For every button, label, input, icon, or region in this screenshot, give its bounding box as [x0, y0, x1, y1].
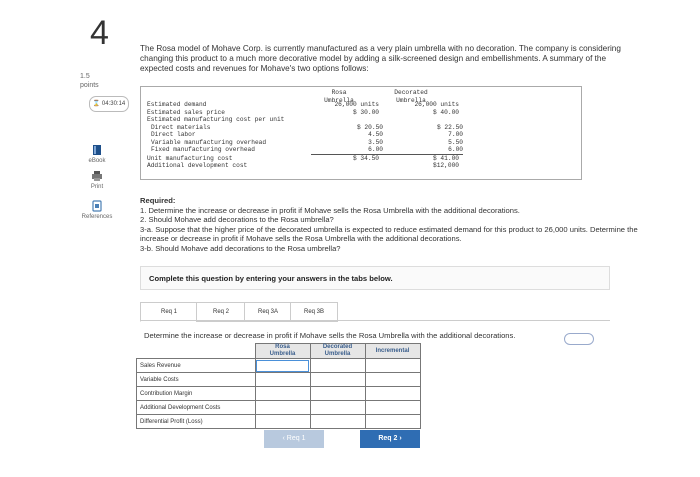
answer-input[interactable]: [365, 387, 420, 401]
instructions-banner: Complete this question by entering your answers in the tabs below.: [140, 266, 610, 290]
answer-input[interactable]: [255, 373, 310, 387]
required-item: 1. Determine the increase or decrease in profit if Mohave sells the Rosa Umbrella with the additional decorations.: [140, 205, 520, 215]
answer-input[interactable]: [310, 373, 365, 387]
points-label: points: [80, 82, 99, 89]
data-table-box: [140, 86, 582, 180]
row-label: Differential Profit (Loss): [137, 415, 256, 429]
data-table-rows: [147, 101, 567, 170]
sidebar-item-label: References: [81, 214, 113, 220]
table-row: [137, 415, 421, 429]
next-req-button[interactable]: Req 2 ›: [360, 430, 420, 448]
answer-col-header-incremental: Incremental: [365, 344, 420, 359]
answer-input[interactable]: [310, 387, 365, 401]
data-col-header-decorated: Decorated Umbrella: [394, 89, 428, 104]
row-label: Additional Development Costs: [137, 401, 256, 415]
tab-req-2[interactable]: Req 2: [196, 302, 246, 322]
data-row: Estimated sales price $ 30.00 $ 40.00: [147, 108, 459, 116]
tab-req-3b[interactable]: Req 3B: [290, 302, 338, 322]
timer-badge: [89, 96, 129, 112]
print-icon: [90, 170, 104, 182]
table-row: [137, 387, 421, 401]
required-title: Required:: [140, 196, 176, 205]
sidebar-item-ebook[interactable]: [72, 144, 122, 164]
points-block: [80, 72, 110, 90]
required-item: 3-a. Suppose that the higher price of the decorated umbrella is expected to reduce estimated demand for this product to 26,000 units. Determine the increase or decrease in profit if Mohave sells the Rosa Umbrella with the additional decorations.: [140, 224, 638, 244]
answer-input[interactable]: [310, 401, 365, 415]
answer-input[interactable]: [255, 359, 310, 373]
row-label: Variable Costs: [137, 373, 256, 387]
table-row: [137, 401, 421, 415]
answer-header-row: [137, 344, 421, 359]
row-label: Sales Revenue: [137, 359, 256, 373]
prev-req-button[interactable]: ‹ Req 1: [264, 430, 324, 448]
answer-input[interactable]: [255, 401, 310, 415]
row-label: Contribution Margin: [137, 387, 256, 401]
sidebar-item-print[interactable]: [72, 170, 122, 190]
answer-input[interactable]: [255, 415, 310, 429]
references-icon: [90, 200, 104, 212]
data-row: Direct labor 4.50 7.00: [151, 131, 463, 138]
required-section: [140, 196, 660, 254]
tab-divider: [140, 320, 610, 321]
data-row: Variable manufacturing overhead 3.50 5.50: [151, 138, 463, 146]
data-row: Fixed manufacturing overhead 6.00 6.00: [151, 146, 463, 153]
answer-corner: [137, 344, 256, 359]
required-item: 3-b. Should Mohave add decorations to the Rosa umbrella?: [140, 243, 341, 253]
data-row: Unit manufacturing cost $ 34.50 $ 41.00: [147, 154, 459, 162]
answer-table: [136, 343, 421, 429]
sidebar-item-label: Print: [90, 184, 104, 190]
data-row: Estimated manufacturing cost per unit: [147, 116, 285, 123]
answer-col-header-rosa: Rosa Umbrella: [255, 344, 310, 359]
timer-value: 04:30:14: [101, 101, 126, 107]
data-row: Estimated demand 26,000 units 26,000 units: [147, 101, 459, 108]
data-row: Additional development cost $12,000: [147, 162, 459, 169]
question-intro: The Rosa model of Mohave Corp. is currently manufactured as a very plain umbrella with no decoration. The company is considering changing this product to a much more decorative model by adding a silk-screened design and embellishments. A summary of the expected costs and revenues for Mohave's two options follows:: [140, 44, 621, 73]
sidebar-item-references[interactable]: [72, 200, 122, 220]
answer-input[interactable]: [365, 401, 420, 415]
answer-input[interactable]: [310, 359, 365, 373]
data-row: Direct materials $ 20.50 $ 22.50: [151, 123, 463, 131]
tab-req-1[interactable]: Req 1: [140, 302, 198, 322]
book-icon: [90, 144, 104, 156]
expand-toggle[interactable]: [564, 333, 594, 345]
answer-input[interactable]: [365, 359, 420, 373]
answer-input[interactable]: [310, 415, 365, 429]
answer-col-header-decorated: Decorated Umbrella: [310, 344, 365, 359]
answer-input[interactable]: [255, 387, 310, 401]
sidebar-item-label: eBook: [88, 158, 106, 164]
answer-input[interactable]: [365, 373, 420, 387]
table-row: [137, 373, 421, 387]
tab-req-3a[interactable]: Req 3A: [244, 302, 292, 322]
timer-icon: ⌛: [92, 101, 101, 107]
answer-input[interactable]: [365, 415, 420, 429]
points-value: 1.5: [80, 73, 90, 80]
required-item: 2. Should Mohave add decorations to the Rosa umbrella?: [140, 215, 334, 225]
tab-prompt: Determine the increase or decrease in profit if Mohave sells the Rosa Umbrella with the additional decorations.: [144, 331, 516, 340]
table-row: [137, 359, 421, 373]
question-number: 4: [90, 14, 109, 52]
data-col-header-rosa: Rosa Umbrella: [324, 89, 354, 104]
